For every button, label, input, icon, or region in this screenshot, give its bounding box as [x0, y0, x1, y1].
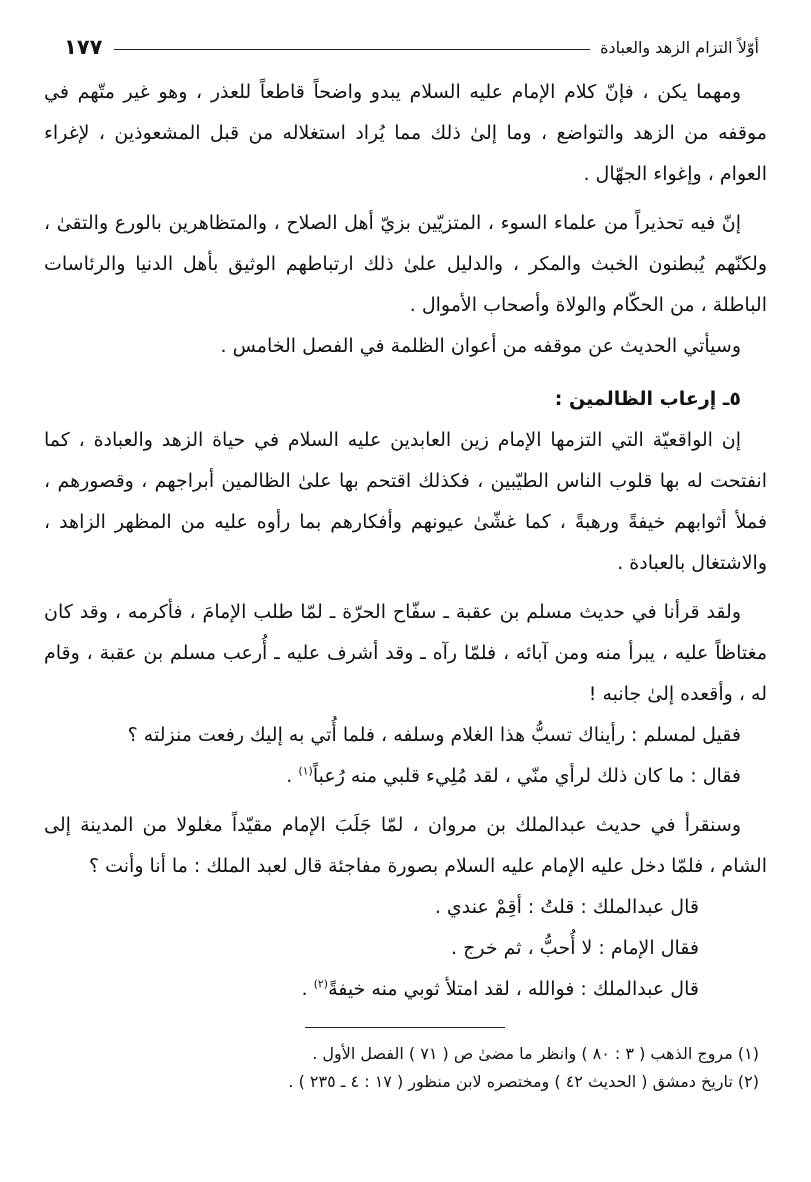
quote-text: فقال : ما كان ذلك لرأي منّي ، لقد مُلِيء قلبي منه رُعباً — [312, 765, 741, 787]
paragraph: إنّ فيه تحذيراً من علماء السوء ، المتزيّين بزيّ أهل الصلاح ، والمتظاهرين بالورع والتقىٰ ، ولكنّهم يُبطنون الخبث والمكر ، والدليل علىٰ ذلك ارتباطهم الوثيق بأهل الدنيا والرئاسات الباطلة ، من الحكّام والولاة وأصحاب الأموال . — [44, 212, 767, 316]
paragraph: وسنقرأ في حديث عبدالملك بن مروان ، لمّا جَلَبَ الإمام مقيّداً مغلولا من المدينة إلى الشام ، فلمّا دخل عليه الإمام عليه السلام بصورة مفاجئة قال لعبد الملك : ما أنا وأنت ؟ — [44, 814, 767, 877]
paragraph: وسيأتي الحديث عن موقفه من أعوان الظلمة في الفصل الخامس . — [220, 335, 741, 357]
quote-text: قال عبدالملك : فوالله ، لقد امتلأ ثوبي منه خيفةً — [328, 978, 699, 1000]
page-header — [64, 30, 759, 64]
main-text — [44, 72, 767, 1010]
quote-line: فقيل لمسلم : رأيناك تسبُّ هذا الغلام وسلفه ، فلما أُتي به إليك رفعت منزلته ؟ — [127, 724, 741, 746]
running-title: أوّلاً التزام الزهد والعبادة — [600, 37, 759, 57]
quote-line: فقال : ما كان ذلك لرأي منّي ، لقد مُلِيء قلبي منه رُعباً$^{(١)}$ . — [286, 764, 741, 787]
footnote-ref: (١) — [298, 764, 313, 778]
page-number: ١٧٧ — [64, 35, 103, 59]
paragraph: إن الواقعيّة التي التزمها الإمام زين العابدين عليه السلام في حياة الزهد والعبادة ، كما انفتحت له بها قلوب الناس الطيّبين ، فكذلك اقتحم بها علىٰ الظالمين أبراجهم ، وقصورهم ، فملأ أثوابهم خيفةً ورهبةً ، كما غشّىٰ عيونهم وأفكارهم بما رأوه عليه من المظهر الزاهد ، والاشتغال بالعبادة . — [44, 429, 767, 574]
footnote: (٢) تاريخ دمشق ( الحديث ٤٢ ) ومختصره لابن منظور ( ١٧ : ٤ ـ ٢٣٥ ) . — [288, 1072, 759, 1091]
paragraph: ولقد قرأنا في حديث مسلم بن عقبة ـ سفّاح الحرّة ـ لمّا طلب الإمامَ ، فأكرمه ، وقد كان مغتاظاً عليه ، يبرأ منه ومن آبائه ، فلمّا رآه ـ وقد أشرف عليه ـ أُرعب مسلم بن عقبة ، وقام له ، وأقعده إلىٰ جانبه ! — [44, 601, 767, 705]
paragraph: ومهما يكن ، فإنّ كلام الإمام عليه السلام يبدو واضحاً قاطعاً للعذر ، وهو غير متّهم في موقفه من الزهد والتواضع ، وما إلىٰ ذلك مما يُراد استغلاله من قبل المشعوذين ، لإغراء العوام ، وإغواء الجهّال . — [44, 81, 767, 185]
section-heading: ٥ـ إرعاب الظالمين : — [554, 388, 741, 410]
quote-line: فقال الإمام : لا أُحبُّ ، ثم خرج . — [451, 937, 699, 959]
header-rule — [114, 49, 590, 50]
footnote-ref: (٢) — [313, 977, 329, 991]
footnote: (١) مروج الذهب ( ٣ : ٨٠ ) وانظر ما مضىٰ ص ( ٧١ ) الفصل الأول . — [312, 1044, 759, 1063]
quote-line: قال عبدالملك : فوالله ، لقد امتلأ ثوبي منه خيفةً$^{(٢)}$ . — [301, 977, 699, 1000]
quote-line: قال عبدالملك : قلتُ : أقِمْ عندي . — [434, 896, 699, 918]
footnote-separator — [305, 1027, 505, 1028]
footnotes — [44, 1040, 759, 1096]
